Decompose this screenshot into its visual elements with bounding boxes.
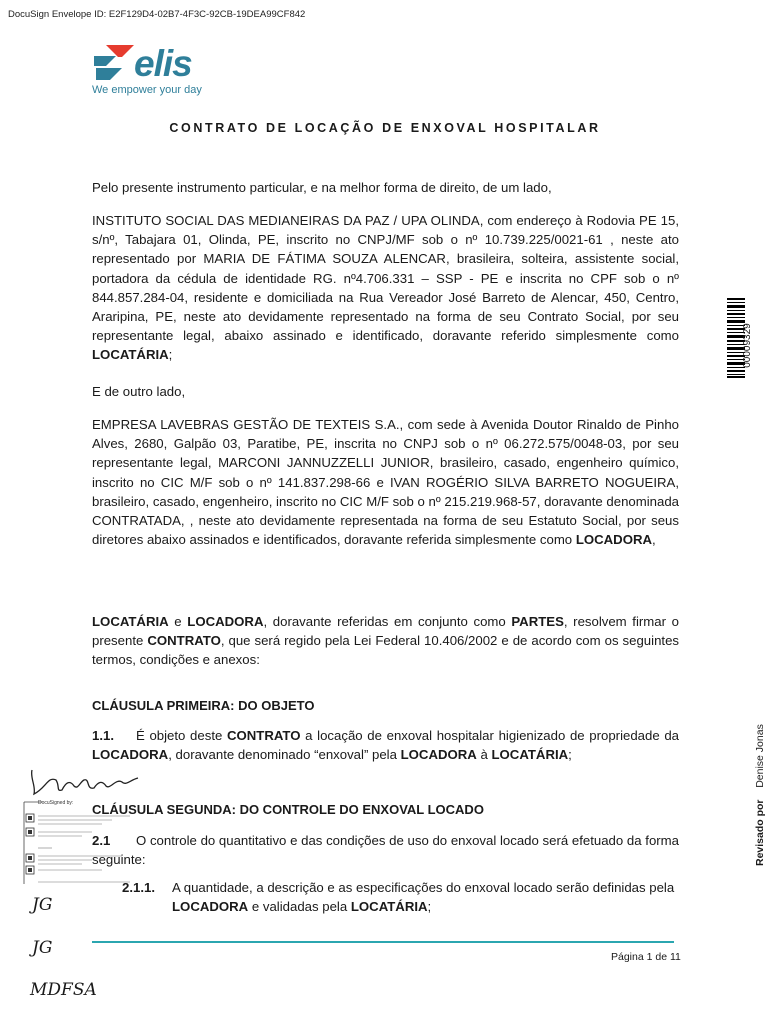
term-partes: PARTES <box>511 614 564 629</box>
page-number: Página 1 de 11 <box>611 951 681 963</box>
party2-text: EMPRESA LAVEBRAS GESTÃO DE TEXTEIS S.A., com sede à Avenida Doutor Rinaldo de Pinho Alves, 2680, Galpão 03, Paratibe, PE, inscrita no CNPJ sob o nº 06.272.575/0048-03, por seu representante legal, MARCONI JANNUZZELLI JUNIOR, brasileiro, casado, engenheiro químico, inscrito no CIC M/F sob o nº 141.837.298-66 e IVAN ROGÉRIO SILVA BARRETO NOGUEIRA, brasileiro, casado, engenheiro, inscrito no CIC M/F sob o nº 215.219.968-57, doravante denominada CONTRATADA, , neste ato devidamente representada na forma de seu Estatuto Social, por seus diretores abaixo assinados e identificados, doravante referida simplesmente como <box>92 417 679 548</box>
logo-tagline: We empower your day <box>92 84 202 96</box>
term-locataria: LOCATÁRIA <box>350 899 428 915</box>
logo-wordmark: elis <box>134 43 192 84</box>
text-fragment: A quantidade, a descrição e as especificações do enxoval locado serão definidas pela <box>172 880 675 895</box>
elis-logo-mark-icon <box>92 42 136 82</box>
text-fragment: O controle do quantitativo e das condições de uso do enxoval locado será efetuado da forma seguinte: <box>92 833 679 868</box>
term-contrato: CONTRATO <box>147 633 221 649</box>
elis-logo <box>92 42 232 100</box>
docusign-stamp <box>22 798 134 890</box>
party2-role: LOCADORA <box>575 532 653 548</box>
reviewed-label: Revisado por <box>754 799 766 866</box>
term-locataria: LOCATÁRIA <box>92 614 169 629</box>
envelope-id: DocuSign Envelope ID: E2F129D4-02B7-4F3C-92CB-19DEA99CF842 <box>8 9 306 20</box>
text-fragment: ; <box>568 747 572 763</box>
reviewed-name: Denise Jonas <box>754 724 766 788</box>
clause-number: 1.1. <box>92 728 114 743</box>
text-fragment: e validadas pela <box>248 899 351 915</box>
reviewed-by <box>754 724 766 866</box>
clause2-1 <box>92 831 679 869</box>
barcode-number: 00009329 <box>741 323 753 368</box>
party2-paragraph <box>92 415 679 549</box>
text-fragment: a locação de enxoval hospitalar higienizado de propriedade da <box>300 728 680 743</box>
term-locadora: LOCADORA <box>172 899 249 915</box>
text-fragment: à <box>476 747 492 763</box>
party1-paragraph <box>92 211 679 365</box>
clause2-1-1 <box>122 878 679 916</box>
clause-number: 2.1.1. <box>122 880 155 895</box>
text-fragment: , doravante denominado “enxoval” pela <box>168 747 401 763</box>
party1-text: INSTITUTO SOCIAL DAS MEDIANEIRAS DA PAZ / UPA OLINDA, com endereço à Rodovia PE 15, s/nº, Tabajara 01, Olinda, PE, inscrito no CNPJ/MF sob o nº 10.739.225/0021-61 , neste ato representado por MARIA DE FÁTIMA SOUZA ALENCAR, brasileira, solteira, assistente social, portadora da cédula de identidade RG. nº4.706.331 – SSP - PE e inscrita no CPF sob o nº 844.857.284-04, residente e domiciliada na Rua Vereador José Barreto de Alencar, 450, Centro, Araripina, PE, neste ato devidamente representado na forma de seu Contrato Social, por seu representante legal, abaixo assinado e identificado, doravante referido simplesmente como <box>92 213 679 344</box>
term-contrato: CONTRATO <box>226 728 301 743</box>
clause2-heading: CLÁUSULA SEGUNDA: DO CONTROLE DO ENXOVAL LOCADO <box>92 802 484 817</box>
text-fragment: e <box>168 614 188 629</box>
initials-mdfsa: MDFSA <box>30 980 97 1000</box>
term-locataria: LOCATÁRIA <box>491 747 569 763</box>
document-title: CONTRATO DE LOCAÇÃO DE ENXOVAL HOSPITALAR <box>169 121 601 135</box>
clause-number: 2.1 <box>92 833 111 848</box>
party1-role: LOCATÁRIA <box>92 347 169 363</box>
text-fragment: ; <box>427 899 432 915</box>
initials-jg-1: JG <box>32 895 53 915</box>
parties-paragraph <box>92 612 679 670</box>
intro-paragraph: Pelo presente instrumento particular, e na melhor forma de direito, de um lado, <box>92 180 552 195</box>
clause1-1 <box>92 726 679 764</box>
text-fragment: , resolvem firmar o presente <box>92 614 679 649</box>
text-fragment: , que será regido pela Lei Federal 10.406/2002 e de acordo com os seguintes termos, condições e anexos: <box>92 633 679 668</box>
term-locadora: LOCADORA <box>400 747 477 763</box>
footer-divider <box>92 941 674 943</box>
party2-end: , <box>652 532 656 548</box>
text-fragment: É objeto deste <box>136 728 227 743</box>
initials-jg-2: JG <box>32 938 53 958</box>
term-locadora: LOCADORA <box>92 747 169 763</box>
term-locadora: LOCADORA <box>187 614 264 629</box>
handwritten-signature-icon <box>26 764 144 798</box>
party1-end: ; <box>168 347 173 363</box>
clause1-heading: CLÁUSULA PRIMEIRA: DO OBJETO <box>92 698 315 713</box>
stamp-label: DocuSigned by: <box>38 800 74 806</box>
other-side-paragraph: E de outro lado, <box>92 384 186 399</box>
text-fragment: , doravante referidas em conjunto como <box>263 614 512 629</box>
